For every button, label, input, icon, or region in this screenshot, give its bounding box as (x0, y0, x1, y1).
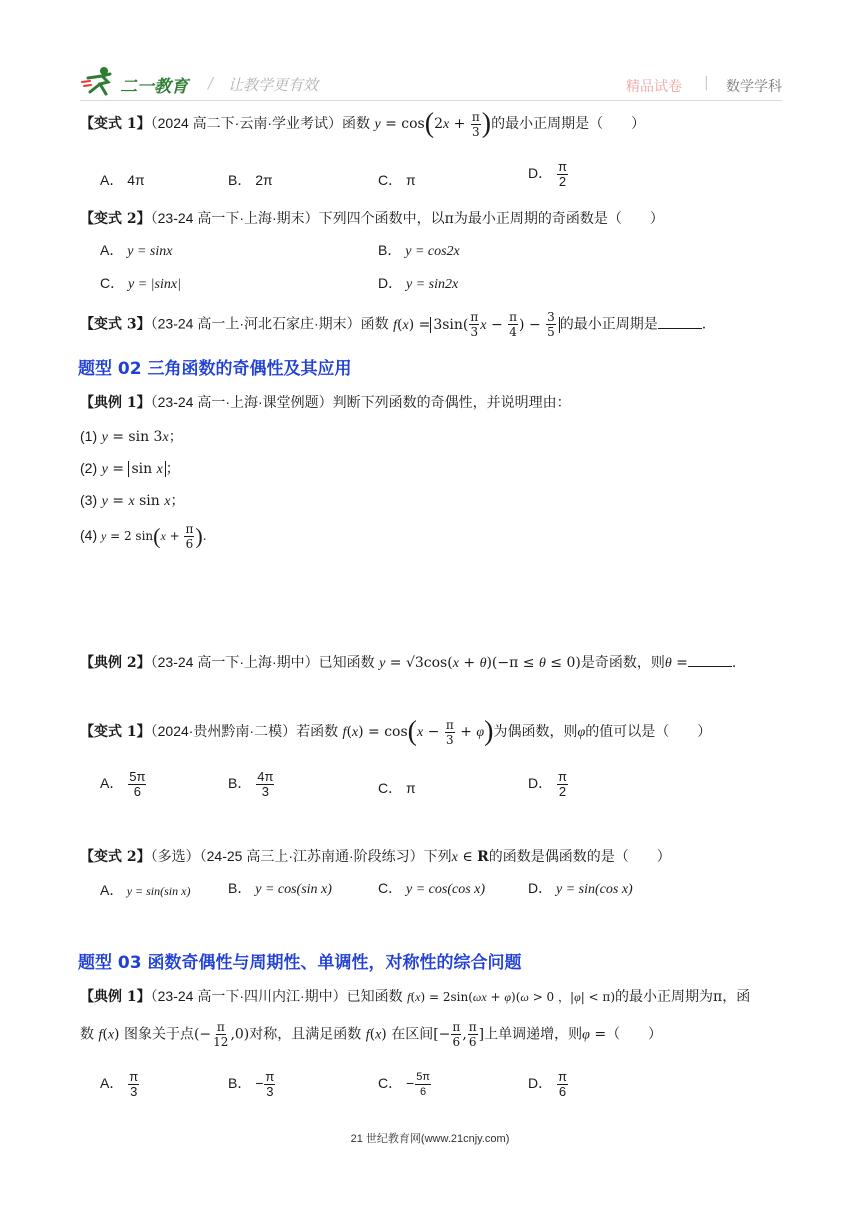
question-stem-end: 的最小正周期是 (559, 316, 658, 333)
option-c: C． π (378, 172, 416, 188)
example-1 (80, 392, 571, 412)
question-label: 【典例 1】 (80, 989, 151, 1005)
option-a: A． 4π (100, 172, 145, 188)
question-stem: 下列 (423, 849, 452, 865)
question-source: （23-24 高一下·四川内江·期中） (150, 988, 347, 1004)
runner-logo-icon (80, 66, 116, 96)
option-d: D． $\frac{\pi}{2}$ (528, 159, 567, 189)
question-stem: 已知函数 (318, 655, 375, 671)
question-stem-end: 是奇函数，则 (580, 655, 665, 671)
page-header (80, 66, 782, 100)
question-source: （2024·贵州黔南·二模） (150, 723, 297, 739)
option-d: D． $\frac{\pi}{2}$ (528, 769, 567, 799)
question-source: （23-24 高一下·上海·期中） (150, 654, 319, 670)
question-source: （24-25 高三上·江苏南通·阶段练习） (199, 848, 424, 864)
header-divider (80, 100, 782, 101)
option-a: A． $\frac{5\pi}{6}$ (100, 769, 146, 799)
sub-item-3: (3) y = x sin x； (80, 492, 185, 509)
question-source: （2024 高二下·云南·学业考试） (150, 115, 342, 131)
question-stem-end: 的值可以是（ ） (585, 724, 712, 740)
formula: f(x) = 3sin( $\frac{\pi}{3}$ x − $\frac{\pi}{4}$ ) − $\frac{3}{5}$ (393, 317, 560, 333)
section-heading: 题型 02 三角函数的奇偶性及其应用 (78, 359, 352, 379)
question-source: （23-24 高一·上海·课堂例题） (150, 394, 333, 410)
question-variant-1: 【变式 1】（2024·贵州黔南·二模）若函数 f(x) = cos(x − $\frac{\pi}{3}$ + φ)为偶函数，则φ的值可以是（ ） (80, 716, 712, 747)
question-source: （23-24 高一上·河北石家庄·期末） (150, 315, 361, 332)
sub-item-4: (4) y = 2 sin(x + $\frac{\pi}{6}$ ). (80, 522, 207, 551)
question-label: 【变式 2】 (80, 211, 151, 227)
question-label: 【变式 2】 (80, 849, 151, 865)
option-b: B． y = cos2x (378, 242, 460, 259)
example-1-line-2: 数 f(x) 图象关于点(− $\frac{\pi}{12}$ ,0)对称，且满足函数 f(x) 在区间[− $\frac{\pi}{6}$ , $\frac{\pi}{6}$ ]上单调递增，则φ =（ ） (80, 1020, 663, 1049)
logo-text: 二一教育 (120, 77, 188, 97)
question-stem-end: 的函数是偶函数的是（ ） (488, 849, 671, 865)
answer-blank (658, 316, 702, 329)
question-stem: 已知函数 (346, 989, 403, 1005)
question-stem-end: 的最小正周期是（ ） (491, 116, 646, 132)
sub-item-1: (1) y = sin 3x； (80, 428, 183, 445)
question-label: 【典例 1】 (80, 395, 151, 411)
header-separator: / (208, 74, 214, 92)
option-a: A． $\frac{\pi}{3}$ (100, 1069, 139, 1099)
question-variant-3: 【变式 3】（23-24 高一上·河北石家庄·期末）函数 f(x) = 3sin( $\frac{\pi}{3}$ x − $\frac{\pi}{4}$ ) − $\frac{3}{5}$ 的最小正周期是 . (80, 310, 707, 339)
question-stem: 判断下列函数的奇偶性，并说明理由： (332, 395, 571, 411)
option-c: C． π (378, 780, 416, 796)
header-right-label: 精品试卷 (626, 79, 682, 95)
option-d: D． y = sin(cos x) (528, 880, 633, 897)
option-b: B． 2π (228, 172, 273, 188)
question-label: 【变式 3】 (80, 316, 151, 333)
example-1 (80, 986, 750, 1006)
question-source: （23-24 高一下·上海·期末） (150, 210, 319, 226)
question-stem: 函数 (360, 316, 389, 333)
example-2: 【典例 2】（23-24 高一下·上海·期中）已知函数 y = √3cos(x + θ)(−π ≤ θ ≤ 0)是奇函数，则θ = . (80, 654, 737, 671)
answer-blank (688, 654, 732, 667)
formula: f(x) = cos(x − $\frac{\pi}{3}$ + φ) (342, 716, 494, 747)
sub-item-2: (2) y = sin x ； (80, 460, 180, 477)
formula: y = cos(2x + $\frac{\pi}{3}$ ) (374, 108, 492, 139)
question-variant-2 (80, 208, 664, 228)
page-footer: 21 世纪教育网(www.21cnjy.com) (350, 1133, 510, 1145)
option-b: B． $\frac{4\pi}{3}$ (228, 769, 274, 799)
option-d: D． $\frac{\pi}{6}$ (528, 1069, 567, 1099)
question-label: 【变式 1】 (80, 116, 151, 132)
question-stem-mid: 为偶函数，则 (493, 724, 578, 740)
header-subject: 数学学科 (726, 79, 782, 95)
question-stem: 下列四个函数中，以π为最小正周期的奇函数是（ ） (318, 211, 664, 227)
question-variant-2: 【变式 2】（多选）（24-25 高三上·江苏南通·阶段练习）下列x ∈ R的函数是偶函数的是（ ） (80, 848, 671, 865)
option-b: B． y = cos(sin x) (228, 880, 332, 897)
section-heading: 题型 03 函数奇偶性与周期性、单调性，对称性的综合问题 (78, 953, 522, 973)
option-a: A． y = sin(sin x) (100, 882, 191, 898)
question-label: 【变式 1】 (80, 724, 151, 740)
formula: f(x) = 2sin(ωx + φ)(ω > 0 ，|φ| < π) (407, 990, 615, 1004)
question-stem: 函数 (341, 116, 370, 132)
option-a: A． y = sinx (100, 242, 173, 259)
multi-select-tag: （多选） (150, 848, 200, 864)
question-stem-end: 的最小正周期为π，函 (615, 989, 751, 1005)
option-d: D． y = sin2x (378, 275, 459, 292)
option-c: C． y = cos(cos x) (378, 880, 486, 897)
option-c: C． y = |sinx| (100, 275, 181, 292)
question-stem: 若函数 (296, 724, 339, 740)
formula: y = √3cos(x + θ)(−π ≤ θ ≤ 0) (379, 655, 581, 671)
header-right-separator: | (704, 75, 709, 91)
header-slogan: 让教学更有效 (228, 76, 319, 94)
option-c: C． − $\frac{5\pi}{6}$ (378, 1071, 430, 1098)
option-b: B． − $\frac{\pi}{3}$ (228, 1069, 275, 1099)
question-label: 【典例 2】 (80, 655, 151, 671)
question-variant-1 (80, 108, 645, 140)
